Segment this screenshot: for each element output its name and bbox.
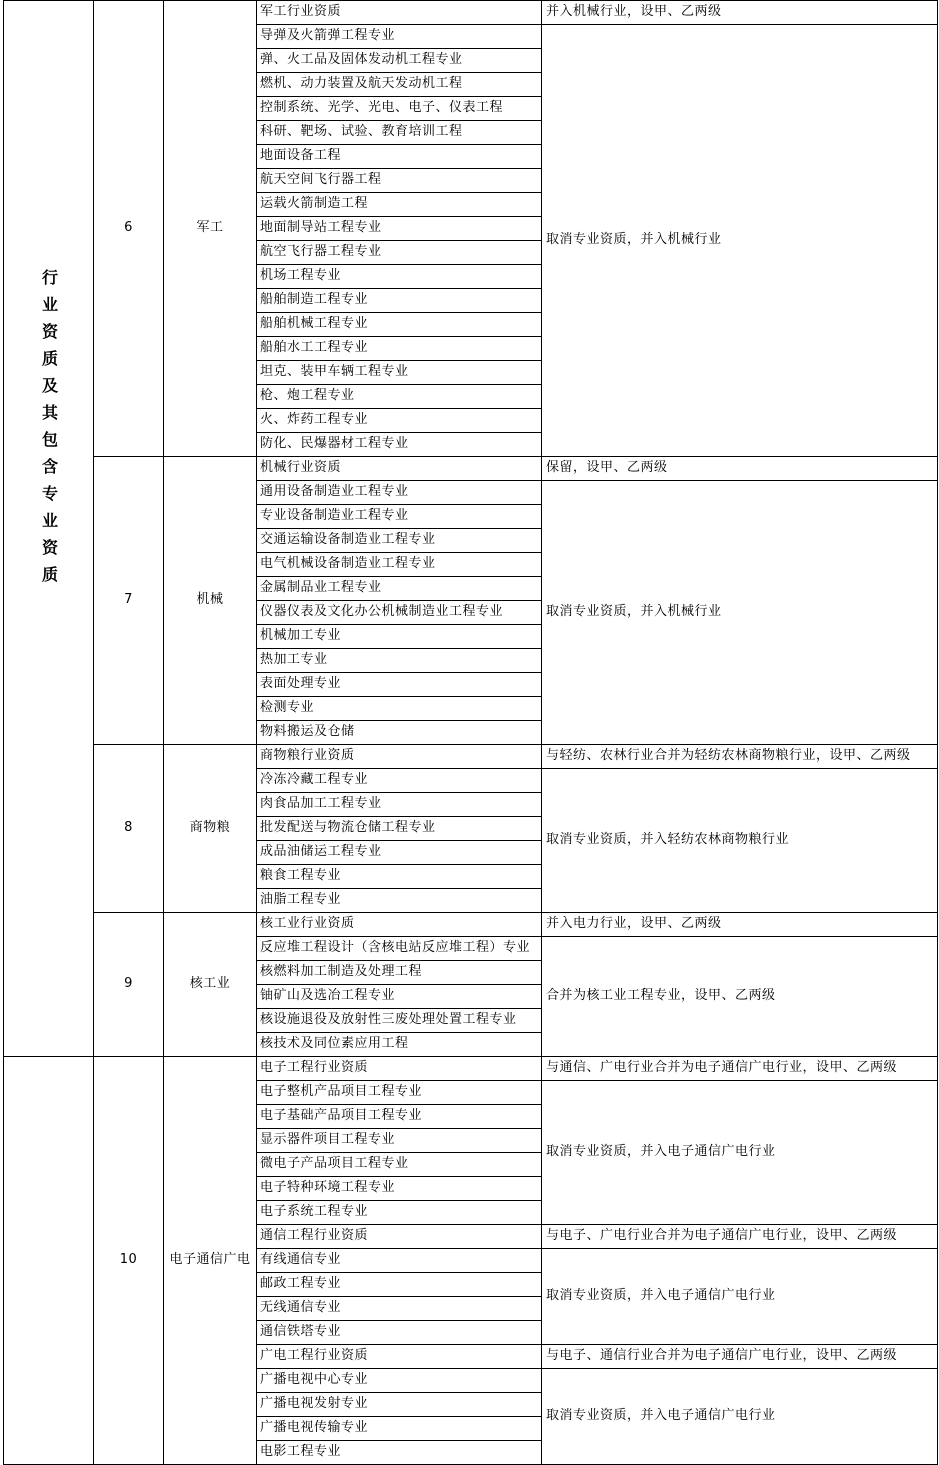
item-cell: 交通运输设备制造业工程专业 <box>257 529 542 553</box>
item-cell: 核技术及同位素应用工程 <box>257 1033 542 1057</box>
item-cell: 通信工程行业资质 <box>257 1225 542 1249</box>
item-cell: 船舶机械工程专业 <box>257 313 542 337</box>
item-cell: 粮食工程专业 <box>257 865 542 889</box>
qualification-table-body <box>4 1 938 1465</box>
item-cell: 机场工程专业 <box>257 265 542 289</box>
item-cell: 广播电视发射专业 <box>257 1393 542 1417</box>
remark-cell: 与电子、广电行业合并为电子通信广电行业，设甲、乙两级 <box>542 1225 938 1249</box>
item-cell: 通用设备制造业工程专业 <box>257 481 542 505</box>
section-number: 6 <box>94 1 164 457</box>
table-row <box>4 1057 938 1081</box>
item-cell: 无线通信专业 <box>257 1297 542 1321</box>
remark-cell: 保留，设甲、乙两级 <box>542 457 938 481</box>
item-cell: 广播电视中心专业 <box>257 1369 542 1393</box>
item-cell: 科研、靶场、试验、教育培训工程 <box>257 121 542 145</box>
table-row <box>4 1 938 25</box>
item-cell: 有线通信专业 <box>257 1249 542 1273</box>
item-cell: 肉食品加工工程专业 <box>257 793 542 817</box>
vertical-header: 行业资质及其包含专业资质 <box>39 269 59 593</box>
section-category: 机械 <box>164 457 257 745</box>
item-cell: 电子特种环境工程专业 <box>257 1177 542 1201</box>
item-cell: 成品油储运工程专业 <box>257 841 542 865</box>
table-row <box>4 913 938 937</box>
item-cell: 弹、火工品及固体发动机工程专业 <box>257 49 542 73</box>
remark-cell: 取消专业资质，并入机械行业 <box>542 481 938 745</box>
item-cell: 电影工程专业 <box>257 1441 542 1465</box>
item-cell: 铀矿山及选冶工程专业 <box>257 985 542 1009</box>
item-cell: 广播电视传输专业 <box>257 1417 542 1441</box>
item-cell: 电子工程行业资质 <box>257 1057 542 1081</box>
item-cell: 运载火箭制造工程 <box>257 193 542 217</box>
item-cell: 电子系统工程专业 <box>257 1201 542 1225</box>
item-cell: 通信铁塔专业 <box>257 1321 542 1345</box>
item-cell: 机械行业资质 <box>257 457 542 481</box>
item-cell: 军工行业资质 <box>257 1 542 25</box>
remark-cell: 取消专业资质，并入轻纺农林商物粮行业 <box>542 769 938 913</box>
item-cell: 仪器仪表及文化办公机械制造业工程专业 <box>257 601 542 625</box>
item-cell: 地面设备工程 <box>257 145 542 169</box>
table-row <box>4 457 938 481</box>
item-cell: 反应堆工程设计（含核电站反应堆工程）专业 <box>257 937 542 961</box>
section-category: 商物粮 <box>164 745 257 913</box>
item-cell: 航空飞行器工程专业 <box>257 241 542 265</box>
remark-cell: 与通信、广电行业合并为电子通信广电行业，设甲、乙两级 <box>542 1057 938 1081</box>
section-category: 电子通信广电 <box>164 1057 257 1465</box>
remark-cell: 取消专业资质，并入电子通信广电行业 <box>542 1249 938 1345</box>
item-cell: 导弹及火箭弹工程专业 <box>257 25 542 49</box>
item-cell: 电子基础产品项目工程专业 <box>257 1105 542 1129</box>
remark-cell: 取消专业资质，并入电子通信广电行业 <box>542 1081 938 1225</box>
remark-cell: 取消专业资质，并入电子通信广电行业 <box>542 1369 938 1465</box>
qualification-table <box>3 0 938 1465</box>
section-number: 10 <box>94 1057 164 1465</box>
item-cell: 热加工专业 <box>257 649 542 673</box>
item-cell: 船舶水工工程专业 <box>257 337 542 361</box>
section-category: 军工 <box>164 1 257 457</box>
item-cell: 冷冻冷藏工程专业 <box>257 769 542 793</box>
item-cell: 批发配送与物流仓储工程专业 <box>257 817 542 841</box>
item-cell: 显示器件项目工程专业 <box>257 1129 542 1153</box>
section-number: 8 <box>94 745 164 913</box>
item-cell: 商物粮行业资质 <box>257 745 542 769</box>
item-cell: 金属制品业工程专业 <box>257 577 542 601</box>
remark-cell: 与电子、通信行业合并为电子通信广电行业，设甲、乙两级 <box>542 1345 938 1369</box>
item-cell: 专业设备制造业工程专业 <box>257 505 542 529</box>
item-cell: 表面处理专业 <box>257 673 542 697</box>
item-cell: 电气机械设备制造业工程专业 <box>257 553 542 577</box>
item-cell: 燃机、动力装置及航天发动机工程 <box>257 73 542 97</box>
item-cell: 核设施退役及放射性三废处理处置工程专业 <box>257 1009 542 1033</box>
item-cell: 火、炸药工程专业 <box>257 409 542 433</box>
remark-cell: 并入机械行业，设甲、乙两级 <box>542 1 938 25</box>
item-cell: 电子整机产品项目工程专业 <box>257 1081 542 1105</box>
item-cell: 枪、炮工程专业 <box>257 385 542 409</box>
item-cell: 物料搬运及仓储 <box>257 721 542 745</box>
section-number: 9 <box>94 913 164 1057</box>
item-cell: 微电子产品项目工程专业 <box>257 1153 542 1177</box>
remark-cell: 取消专业资质，并入机械行业 <box>542 25 938 457</box>
item-cell: 防化、民爆器材工程专业 <box>257 433 542 457</box>
item-cell: 航天空间飞行器工程 <box>257 169 542 193</box>
item-cell: 坦克、装甲车辆工程专业 <box>257 361 542 385</box>
item-cell: 船舶制造工程专业 <box>257 289 542 313</box>
item-cell: 核工业行业资质 <box>257 913 542 937</box>
row-group-cell <box>4 1057 94 1465</box>
item-cell: 检测专业 <box>257 697 542 721</box>
row-group-cell <box>4 1 94 1057</box>
item-cell: 广电工程行业资质 <box>257 1345 542 1369</box>
item-cell: 油脂工程专业 <box>257 889 542 913</box>
table-row <box>4 745 938 769</box>
section-category: 核工业 <box>164 913 257 1057</box>
remark-cell: 并入电力行业，设甲、乙两级 <box>542 913 938 937</box>
item-cell: 核燃料加工制造及处理工程 <box>257 961 542 985</box>
item-cell: 控制系统、光学、光电、电子、仪表工程 <box>257 97 542 121</box>
item-cell: 机械加工专业 <box>257 625 542 649</box>
item-cell: 地面制导站工程专业 <box>257 217 542 241</box>
section-number: 7 <box>94 457 164 745</box>
remark-cell: 与轻纺、农林行业合并为轻纺农林商物粮行业，设甲、乙两级 <box>542 745 938 769</box>
item-cell: 邮政工程专业 <box>257 1273 542 1297</box>
remark-cell: 合并为核工业工程专业，设甲、乙两级 <box>542 937 938 1057</box>
